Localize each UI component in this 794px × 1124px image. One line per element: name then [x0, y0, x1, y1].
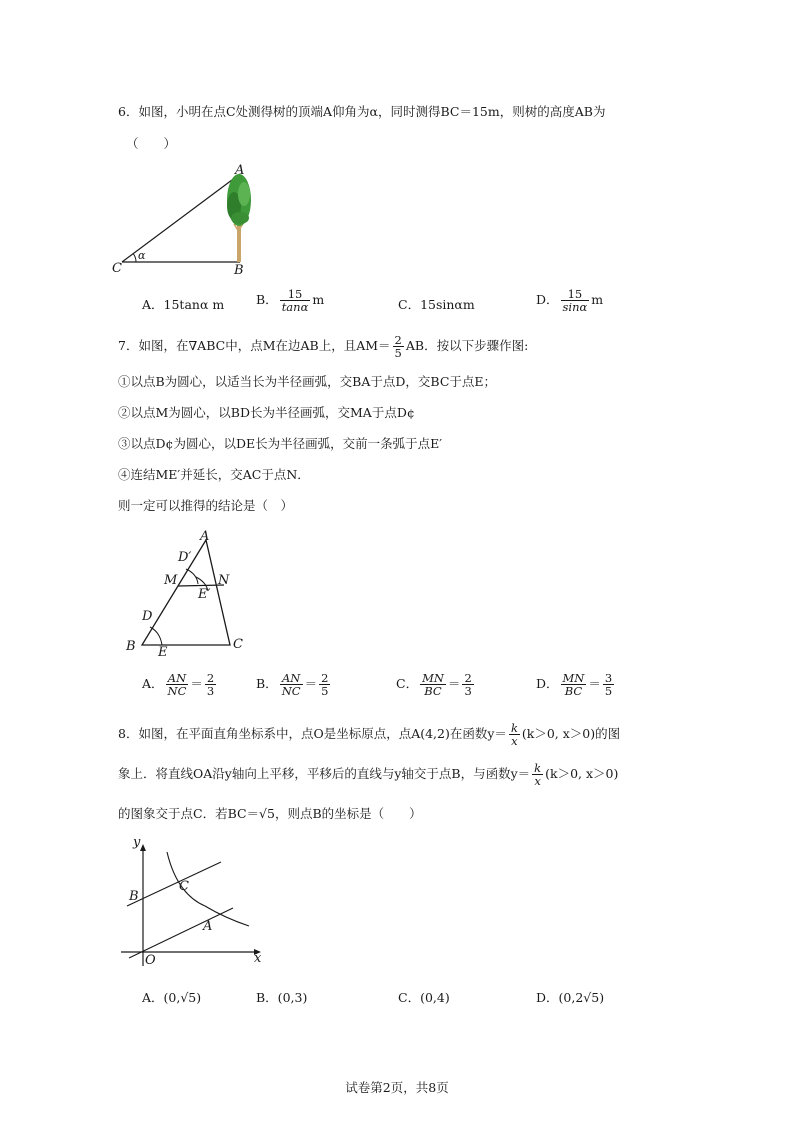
q6-label-c: C [112, 261, 122, 276]
q6-option-d: D． $\frac{15}{\sin\alpha}$ m [536, 287, 604, 315]
q8-option-d: D．(0,2√5) [536, 990, 605, 1005]
q6-label-a: A [235, 163, 245, 178]
page-footer: 试卷第2页，共8页 [345, 1080, 449, 1095]
q7-figure [120, 524, 260, 660]
q7-option-d: D． $\frac{MN}{BC}$ ＝ $\frac{3}{5}$ [536, 671, 613, 699]
q6-option-b: B． $\frac{15}{\tan\alpha}$ m [256, 287, 325, 315]
q8-y-arrow-icon [140, 844, 146, 851]
q7-label-n: N [218, 573, 230, 588]
q6-stem-line2: （ ） [126, 136, 177, 151]
q8-label-c: C [179, 879, 189, 894]
q7-option-b: B． $\frac{AN}{NC}$ ＝ $\frac{2}{5}$ [256, 671, 329, 699]
q7-step3: ③以点D¢为圆心，以DE长为半径画弧，交前一条弧于点E′ [118, 436, 443, 451]
q7-label-a: A [200, 529, 210, 544]
q7-option-a: A． $\frac{AN}{NC}$ ＝ $\frac{2}{3}$ [142, 671, 215, 699]
q7-label-c: C [233, 637, 243, 652]
q8-label-a: A [203, 919, 213, 934]
q8-option-a: A．(0,√5) [142, 990, 202, 1005]
q8-label-o: O [145, 953, 156, 968]
q6-stem-line1: 6．如图，小明在点C处测得树的顶端A仰角为α，同时测得BC＝15m，则树的高度AB为 [118, 104, 606, 119]
q7-label-d: D [142, 609, 153, 624]
q8-figure [115, 838, 275, 972]
q7-label-dprime: D′ [178, 550, 192, 565]
q8-option-b: B．(0,3) [256, 990, 308, 1005]
q7-step4: ④连结ME′并延长，交AC于点N． [118, 467, 310, 482]
q6-option-c: C．15sinαm [398, 297, 475, 312]
q8-line1: 8．如图，在平面直角坐标系中，点O是坐标原点，点A(4,2)在函数y＝ $\frac{k}{x}$ (k＞0, x＞0)的图 [118, 721, 621, 749]
q8-line-oa [129, 908, 233, 958]
q6-figure [110, 160, 270, 280]
q6-label-b: B [234, 263, 244, 278]
q7-stem: 7．如图，在∇ABC中，点M在边AB上，且AM＝ $\frac{2}{5}$ AB．按以下步骤作图: [118, 333, 529, 361]
q8-line3: 的图象交于点C．若BC＝√5，则点B的坐标是（ ） [118, 806, 422, 821]
q7-step2: ②以点M为圆心，以BD长为半径画弧，交MA于点D¢ [118, 405, 415, 420]
q6-angle-arc [134, 254, 137, 262]
q7-label-b: B [126, 639, 136, 654]
q7-conclusion: 则一定可以推得的结论是（ ） [118, 498, 294, 513]
q7-option-c: C． $\frac{MN}{BC}$ ＝ $\frac{2}{3}$ [396, 671, 472, 699]
q6-option-a: A．15tanα m [142, 297, 225, 312]
q8-label-y: y [133, 838, 141, 850]
q7-step1: ①以点B为圆心，以适当长为半径画弧，交BA于点D，交BC于点E； [118, 374, 497, 389]
q6-label-alpha: α [138, 249, 146, 262]
q8-label-b: B [129, 889, 139, 904]
q7-label-e: E [158, 645, 168, 660]
q7-label-m: M [164, 573, 178, 588]
q7-label-eprime: E′ [198, 587, 211, 602]
q8-line2: 象上．将直线OA沿y轴向上平移，平移后的直线与y轴交于点B，与函数y＝ $\frac{k}{x}$ (k＞0, x＞0) [118, 761, 619, 789]
q8-option-c: C．(0,4) [398, 990, 450, 1005]
q8-line-bc [127, 862, 221, 906]
q8-label-x: x [254, 951, 262, 966]
q7-arc-dp [186, 569, 198, 584]
tree-icon [227, 174, 251, 262]
